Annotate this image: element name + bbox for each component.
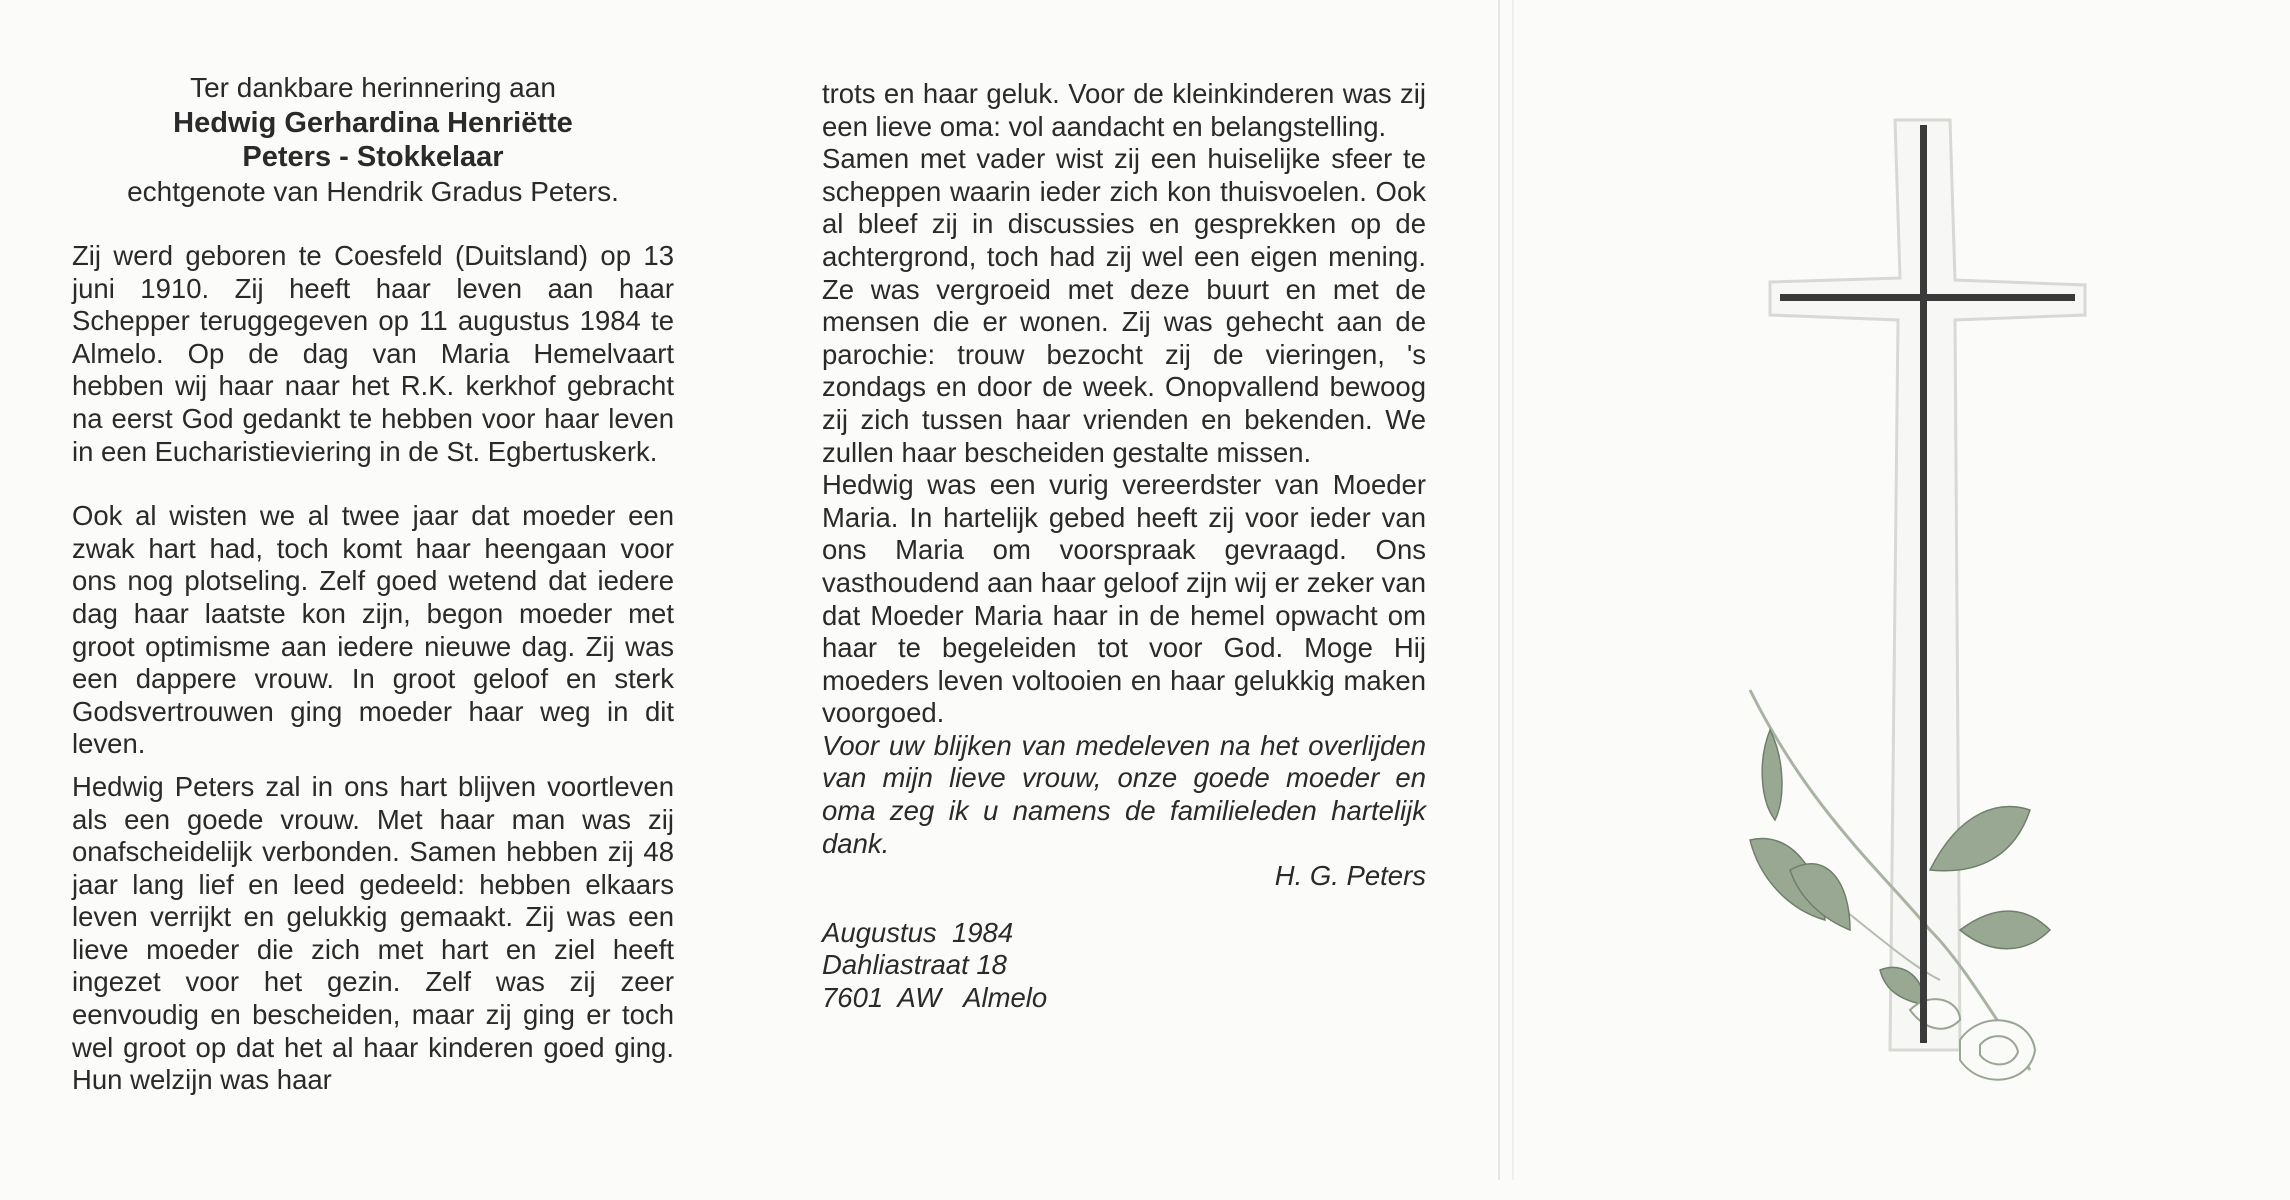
paragraph-grandchildren: trots en haar geluk. Voor de kleinkinderen was zij een lieve oma: vol aandacht en belangstelling. <box>822 78 1426 142</box>
fold-line-shadow <box>1512 0 1514 1180</box>
fold-line <box>1498 0 1500 1180</box>
spouse-line: echtgenote van Hendrik Gradus Peters. <box>127 176 619 207</box>
left-column <box>72 70 674 1097</box>
paragraph-birth: Zij werd geboren te Coesfeld (Duitsland) op 13 juni 1910. Zij heeft haar leven aan haar Schepper teruggegeven op 11 augustus 1984 te Almelo. Op de dag van Maria Hemelvaart hebben wij haar naar het R.K. kerkhof gebracht na eerst God gedankt te hebben voor haar leven in een Eucharistieviering in de St. Egbertuskerk. <box>72 240 674 467</box>
address-block <box>822 917 1426 1015</box>
cross-artwork <box>1730 110 2110 1130</box>
address-city: 7601 AW Almelo <box>822 981 1048 1013</box>
paragraph-faith: Hedwig was een vurig vereerdster van Moeder Maria. In hartelijk gebed heeft zij voor ieder van ons Maria om voorspraak gevraagd. Ons vasthoudend aan haar geloof zijn wij er zeker van dat Moeder Maria haar in de hemel opwacht om haar te begeleiden tot voor God. Moge Hij moeders leven voltooien en haar gelukkig maken voorgoed. <box>822 469 1426 729</box>
cross-illustration <box>1730 110 2110 1130</box>
intro-line: Ter dankbare herinnering aan <box>190 72 556 103</box>
signature: H. G. Peters <box>1274 860 1426 892</box>
deceased-surname: Peters - Stokkelaar <box>242 141 504 173</box>
address-date: Augustus 1984 <box>822 916 1014 948</box>
header <box>72 70 674 210</box>
deceased-name: Hedwig Gerhardina Henriëtte <box>173 107 573 139</box>
middle-column <box>822 78 1426 1014</box>
paragraph-home: Samen met vader wist zij een huiselijke sfeer te scheppen waarin ieder zich kon thuisvoelen. Ook al bleef zij in discussies en gesprekken op de achtergrond, toch had zij wel een eigen mening. Ze was vergroeid met deze buurt en met de mensen die er wonen. Zij was gehecht aan de parochie: trouw bezocht zij de vieringen, 's zondags en door de week. Onopvallend bewoog zij zich tussen haar vrienden en bekenden. We zullen haar bescheiden gestalte missen. <box>822 143 1426 468</box>
paragraph-family: Hedwig Peters zal in ons hart blijven voortleven als een goede vrouw. Met haar man was zij onafscheidelijk verbonden. Samen hebben zij 48 jaar lang lief en leed gedeeld: hebben elkaars leven verrijkt en gelukkig gemaakt. Zij was een lieve moeder die zich met hart en ziel heeft ingezet voor het gezin. Zelf was zij zeer eenvoudig en bescheiden, maar zij ging er toch wel groot op dat het al haar kinderen goed ging. Hun welzijn was haar <box>72 770 674 1096</box>
address-street: Dahliastraat 18 <box>822 949 1007 981</box>
thanks-paragraph: Voor uw blijken van medeleven na het overlijden van mijn lieve vrouw, onze goede moeder en oma zeg ik u namens de familieleden hartelijk dank. <box>822 729 1426 859</box>
paragraph-heart: Ook al wisten we al twee jaar dat moeder een zwak hart had, toch komt haar heengaan voor ons nog plotseling. Zelf goed wetend dat iedere dag haar laatste kon zijn, begon moeder met groot optimisme aan iedere nieuwe dag. Zij was een dappere vrouw. In groot geloof en sterk Godsvertrouwen ging moeder haar weg in dit leven. <box>72 500 674 760</box>
